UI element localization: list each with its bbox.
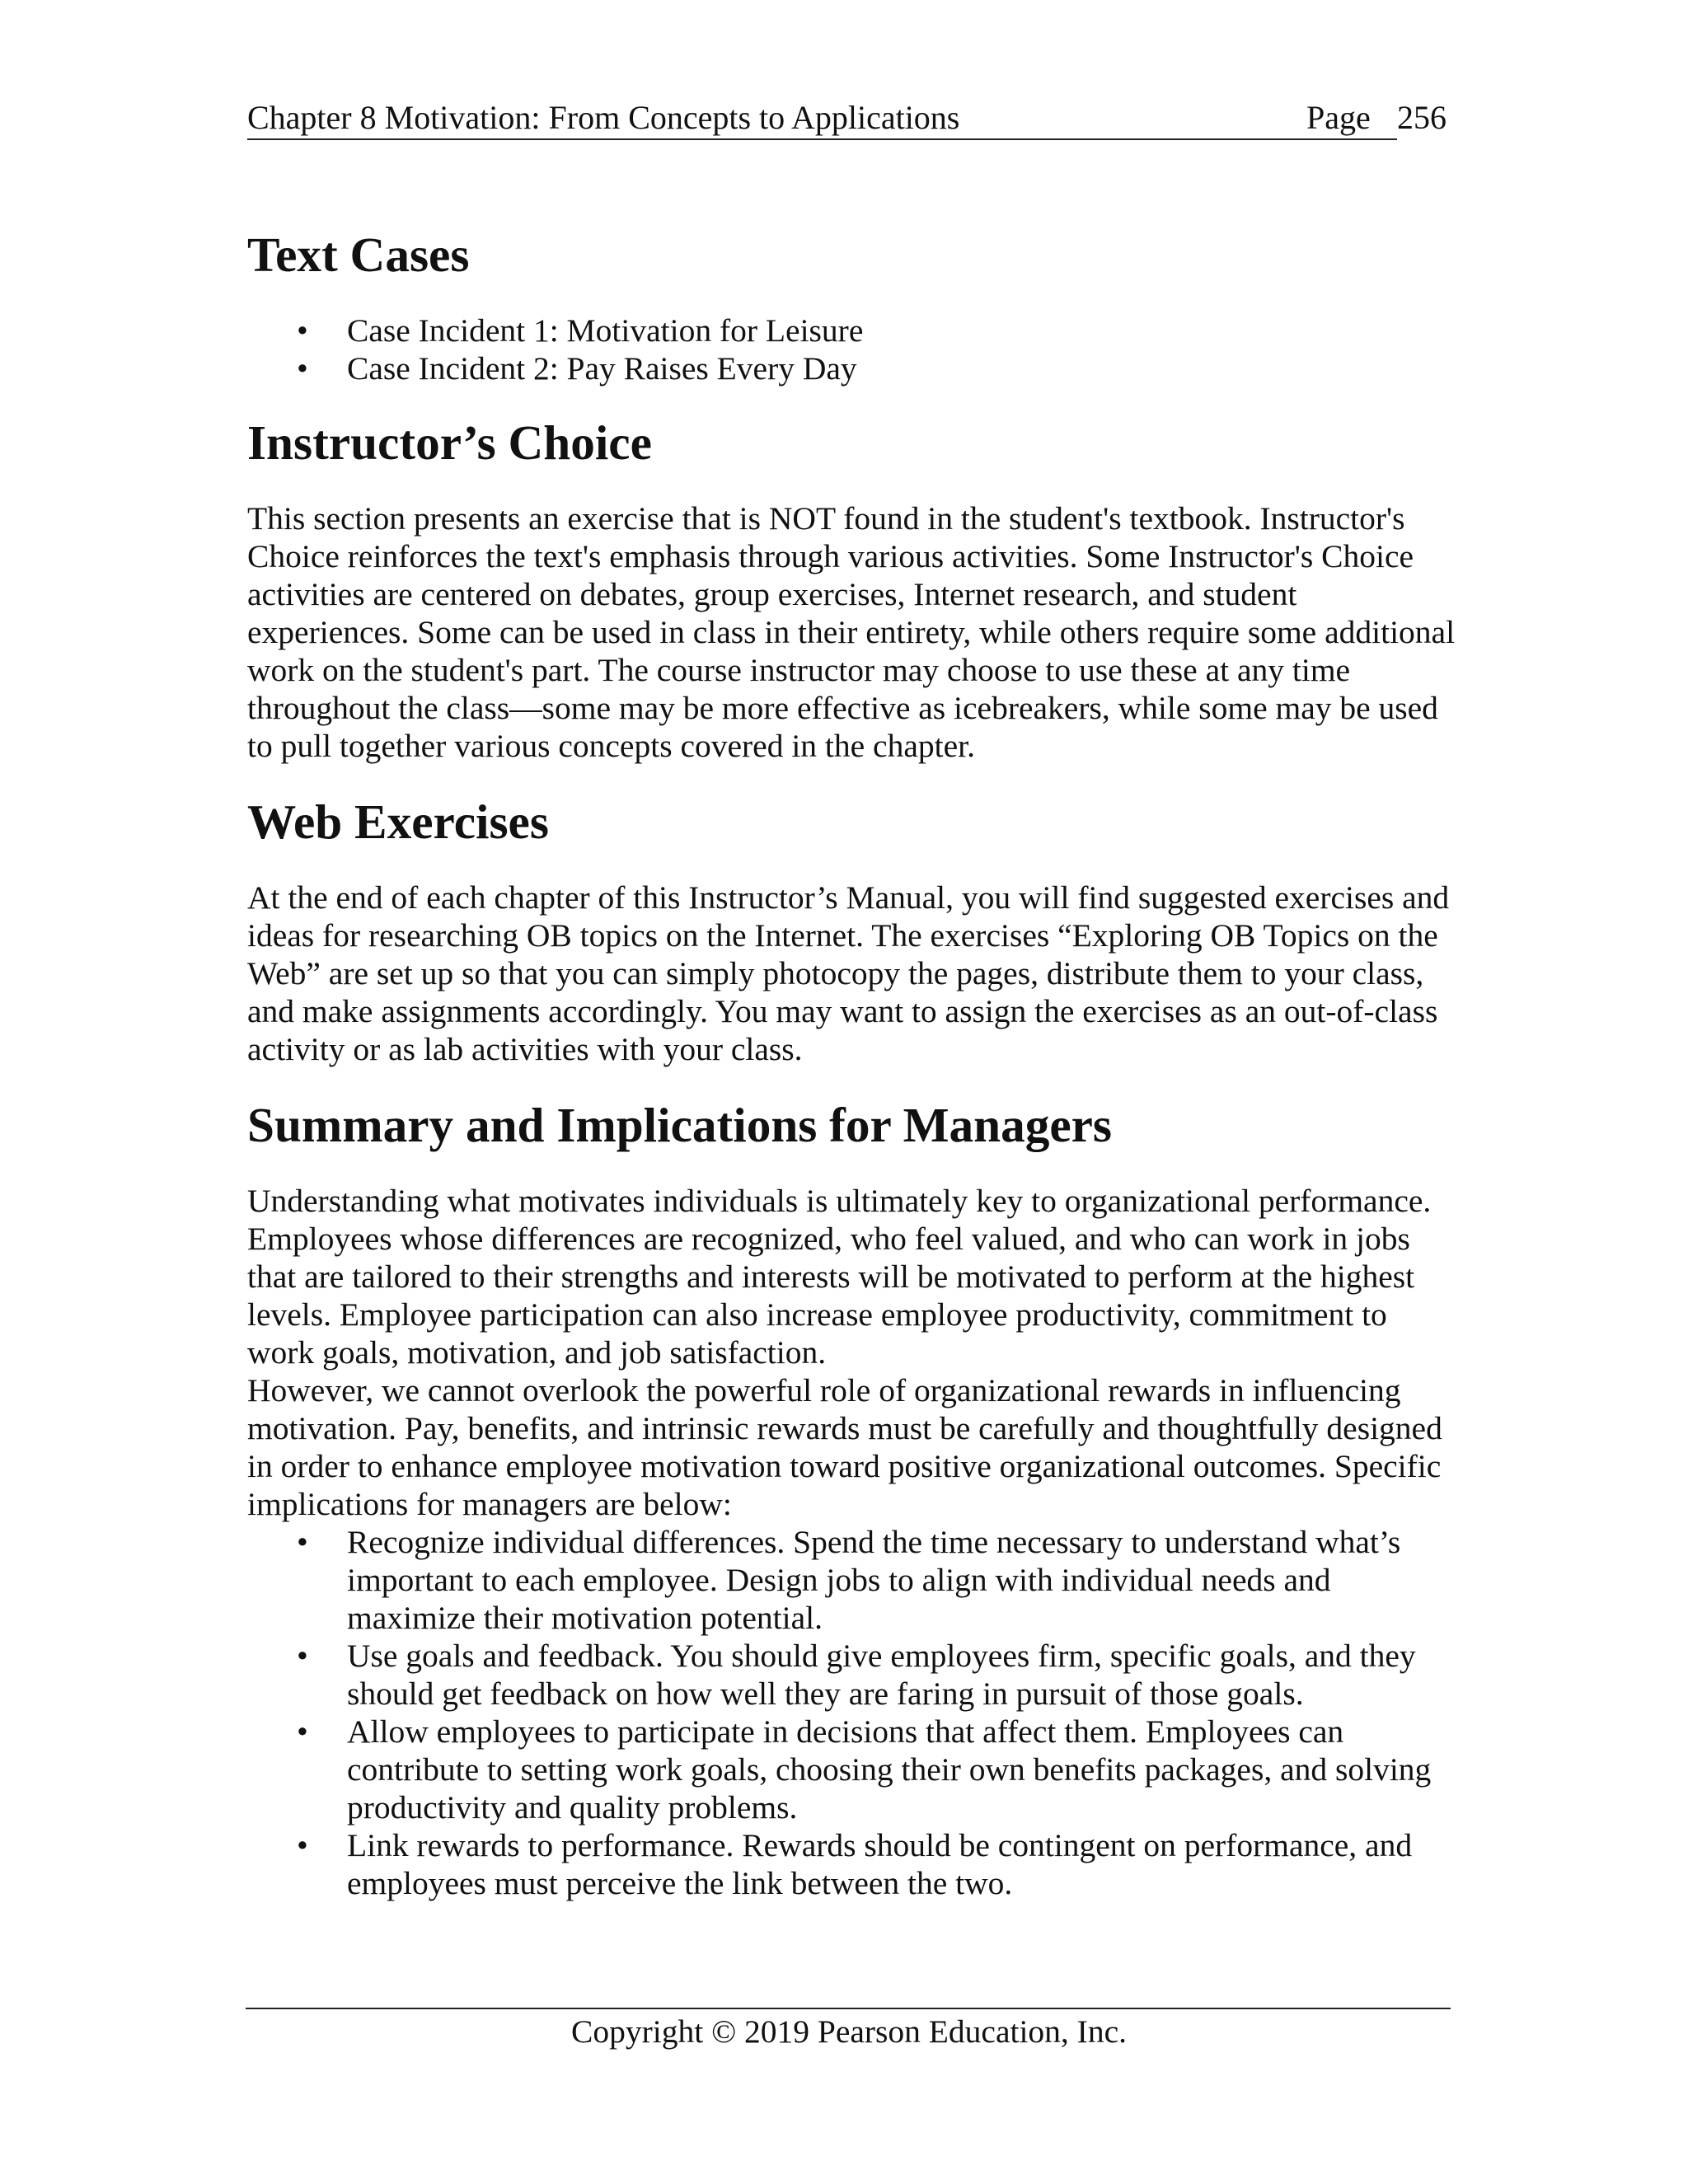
page-number: 256 xyxy=(1397,99,1447,136)
bullet-icon: • xyxy=(297,1524,308,1560)
section-web-exercises xyxy=(247,794,1459,1068)
text-cases-list xyxy=(247,312,1459,387)
list-item xyxy=(247,312,1459,349)
section-summary xyxy=(247,1098,1459,1902)
copyright-notice: Copyright © 2019 Pearson Education, Inc. xyxy=(571,2013,1127,2050)
list-item xyxy=(247,1637,1459,1713)
section-heading-summary: Summary and Implications for Managers xyxy=(247,1098,1112,1152)
section-heading-web-exercises: Web Exercises xyxy=(247,794,549,849)
bullet-icon: • xyxy=(297,1827,308,1863)
list-item xyxy=(247,1826,1459,1902)
bullet-icon: • xyxy=(297,1638,308,1674)
list-item-text: Allow employees to participate in decisions that affect them. Employees can contribute to setting work goals, choosing their own benefits packages, and solving productivity and quality problems. xyxy=(347,1713,1432,1825)
bullet-icon: • xyxy=(297,312,308,349)
chapter-title: Chapter 8 Motivation: From Concepts to Applications xyxy=(247,99,960,136)
section-text-cases xyxy=(247,227,1459,387)
manager-implications-list xyxy=(247,1523,1459,1902)
list-item xyxy=(247,349,1459,387)
instructors-choice-paragraph: This section presents an exercise that is NOT found in the student's textbook. Instructor's Choice reinforces the text's emphasis through various activities. Some Instructor's Choice activities are centered on debates, group exercises, Internet research, and student experiences. Some can be used in class in their entirety, while others require some additional work on the student's part. The course instructor may choose to use these at any time throughout the class—some may be more effective as icebreakers, while some may be used to pull together various concepts covered in the chapter. xyxy=(247,500,1456,764)
section-heading-instructors-choice: Instructor’s Choice xyxy=(247,415,652,470)
web-exercises-paragraph: At the end of each chapter of this Instructor’s Manual, you will find suggested exercises and ideas for researching OB topics on the Internet. The exercises “Exploring OB Topics on the Web” are set up so that you can simply photocopy the pages, distribute them to your class, and make assignments accordingly. You may want to assign the exercises as an out-of-class activity or as lab activities with your class. xyxy=(247,879,1450,1067)
footer-divider xyxy=(246,2008,1451,2009)
list-item-text: Case Incident 2: Pay Raises Every Day xyxy=(347,350,857,387)
list-item-text: Link rewards to performance. Rewards should be contingent on performance, and employees must perceive the link between the two. xyxy=(347,1827,1413,1901)
bullet-icon: • xyxy=(297,1713,308,1750)
header-divider xyxy=(247,138,1397,140)
list-item xyxy=(247,1713,1459,1826)
section-instructors-choice xyxy=(247,415,1459,765)
list-item-text: Case Incident 1: Motivation for Leisure xyxy=(347,312,864,349)
page-label: Page xyxy=(1306,99,1371,136)
page-content xyxy=(247,227,1459,1902)
list-item xyxy=(247,1523,1459,1637)
summary-paragraph-1: Understanding what motivates individuals is ultimately key to organizational performance. Employees whose differences are recognized, who feel valued, and who can work in jobs that are tailored to their strengths and interests will be motivated to perform at the highest levels. Employee participation can also increase employee productivity, commitment to work goals, motivation, and job satisfaction. xyxy=(247,1183,1432,1371)
list-item-text: Recognize individual differences. Spend the time necessary to understand what’s important to each employee. Design jobs to align with individual needs and maximize their motivation potential. xyxy=(347,1524,1401,1636)
list-item-text: Use goals and feedback. You should give employees firm, specific goals, and they should get feedback on how well they are faring in pursuit of those goals. xyxy=(347,1638,1416,1712)
section-heading-text-cases: Text Cases xyxy=(247,227,470,282)
bullet-icon: • xyxy=(297,350,308,387)
summary-paragraph-2: However, we cannot overlook the powerful role of organizational rewards in influencing motivation. Pay, benefits, and intrinsic rewards must be carefully and thoughtfully designed in order to enhance employee motivation toward positive organizational outcomes. Specific implications for managers are below: xyxy=(247,1372,1442,1522)
